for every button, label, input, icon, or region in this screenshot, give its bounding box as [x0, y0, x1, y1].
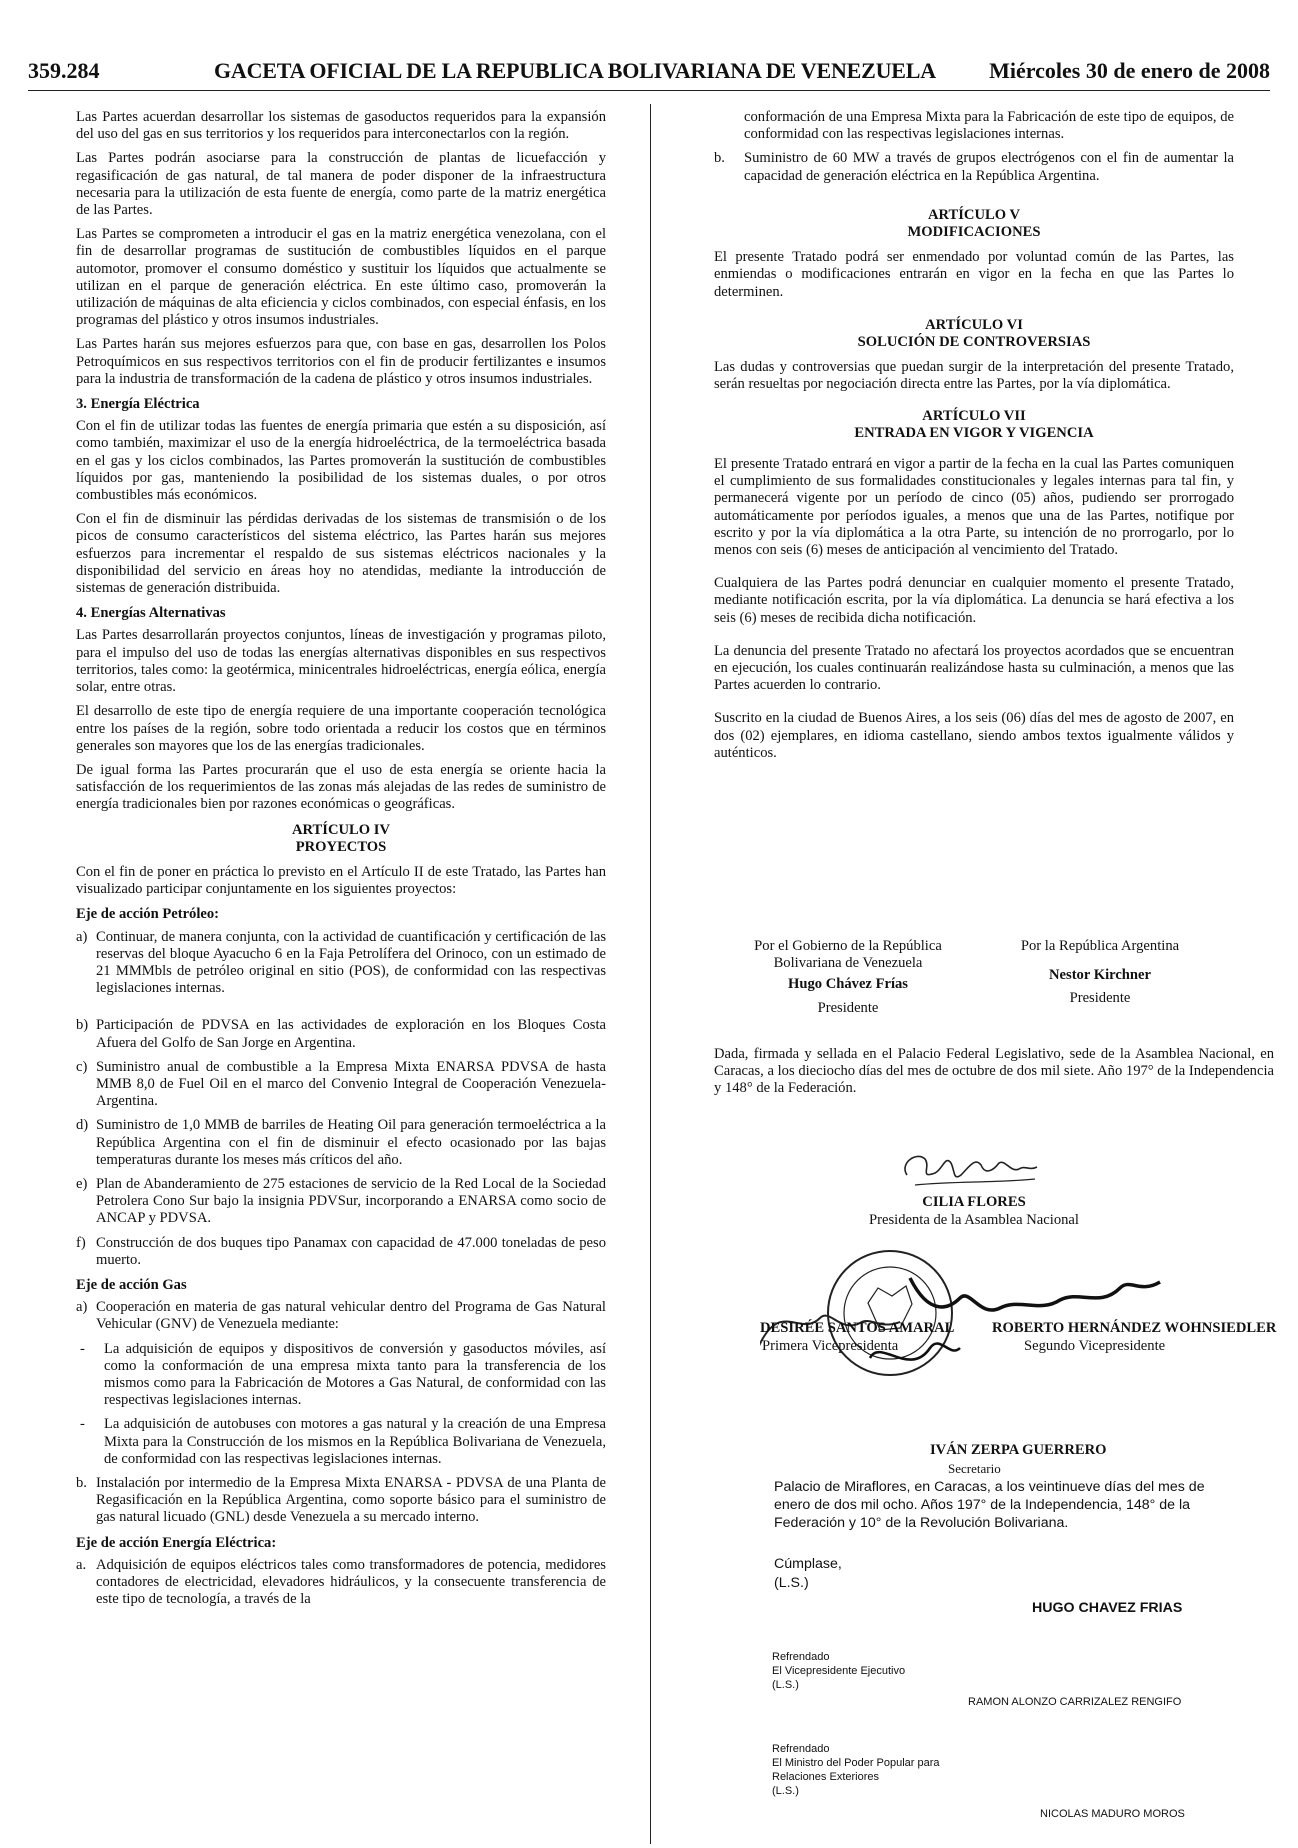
- article-title: ENTRADA EN VIGOR Y VIGENCIA: [854, 424, 1094, 441]
- refrendo-ls: (L.S.): [772, 1785, 799, 1797]
- article-heading: [714, 408, 1234, 442]
- refrendo-office: Relaciones Exteriores: [772, 1771, 879, 1783]
- list-item: [76, 929, 606, 998]
- section-heading: 4. Energías Alternativas: [76, 605, 226, 622]
- refrendo-foreign: [772, 1742, 940, 1798]
- paragraph: Suscrito en la ciudad de Buenos Aires, a los seis (06) días del mes de agosto de 2007, en dos (02) ejemplares, en idioma castellano, siendo ambos textos igualmente válidos y auténticos.: [714, 710, 1234, 761]
- article-number: ARTÍCULO V: [927, 206, 1021, 223]
- signatory-argentina: [1000, 938, 1200, 1008]
- column-divider: [650, 104, 651, 1844]
- list-text: Continuar, de manera conjunta, con la actividad de cuantificación y certificación de las reservas del bloque Ayacucho 6 en la Faja Petrolífera del Orinoco, con un estimado de 21 MMMbls de petróleo original en sitio (POS), de conformidad con las respectivas legislaciones internas.: [96, 928, 606, 997]
- axis-heading: Eje de acción Petróleo:: [76, 906, 220, 923]
- paragraph: conformación de una Empresa Mixta para la Fabricación de este tipo de equipos, de conformidad con las respectivas legislaciones internas.: [744, 109, 1234, 143]
- axis-heading: Eje de acción Gas: [76, 1276, 187, 1293]
- list-text: Plan de Abanderamiento de 275 estaciones de servicio de la Red Local de la Sociedad Petrolera Cono Sur bajo la insignia PDVSur, incorporando a ENARSA como socio de ANCAP y PDVSA.: [96, 1175, 606, 1227]
- signatory-role: Presidente: [1069, 990, 1131, 1007]
- left-column: [76, 109, 606, 1615]
- article-heading: [76, 822, 606, 856]
- signatory-venezuela: [740, 938, 956, 1017]
- paragraph: El presente Tratado podrá ser enmendado por voluntad común de las Partes, las enmiendas o modificaciones entrarán en vigor en la fecha en que las Partes lo determinen.: [714, 249, 1234, 300]
- list-marker: -: [80, 1416, 85, 1433]
- cilia-name: CILIA FLORES: [922, 1194, 1026, 1210]
- right-column: [714, 109, 1234, 769]
- list-text: La adquisición de equipos y dispositivos de conversión y gasoductos móviles, así como la conformación de una empresa mixta tanto para la transferencia de los mismos como para la Fabricación de Motores a Gas Natural, de conformidad con las respectivas legislaciones internas.: [104, 1340, 606, 1409]
- list-item: [76, 1235, 606, 1269]
- article-number: ARTÍCULO VII: [922, 407, 1026, 424]
- list-item: [76, 1299, 606, 1333]
- list-marker: c): [76, 1058, 88, 1075]
- refrendo-office: El Vicepresidente Ejecutivo: [772, 1665, 906, 1677]
- list-text: Participación de PDVSA en las actividades de exploración en los Bloques Costa Afuera del Golfo de San Jorge en Argentina.: [96, 1017, 606, 1051]
- article-number: ARTÍCULO IV: [291, 821, 390, 838]
- section-heading: 3. Energía Eléctrica: [76, 396, 200, 413]
- list-marker: b): [76, 1017, 89, 1034]
- article-title: MODIFICACIONES: [907, 224, 1041, 241]
- signatory-name: Hugo Chávez Frías: [788, 976, 908, 993]
- article-heading: [714, 317, 1234, 351]
- seal-ls: (L.S.): [774, 1575, 809, 1591]
- palacio-paragraph: Palacio de Miraflores, en Caracas, a los veintinueve días del mes de enero de dos mil ocho. Años 197° de la Independencia, 148° de la Federación y 10° de la Revolución Bolivariana.: [774, 1479, 1205, 1531]
- roberto-name: ROBERTO HERNÁNDEZ WOHNSIEDLER: [992, 1320, 1277, 1336]
- paragraph: El presente Tratado entrará en vigor a partir de la fecha en la cual las Partes comuniquen el cumplimiento de sus formalidades constitucionales y legales internas para tal fin, y permanecerá vigente por un período de cinco (05) años, pudiendo ser prorrogado automáticamente por períodos iguales, a menos que una de las Partes, notifique por escrito y por la vía diplomática a la otra Parte, su intención de no prorrogarlo, por lo menos con seis (6) meses de anticipación al vencimiento del Tratado.: [714, 456, 1234, 559]
- signatory-role: Presidente: [817, 999, 879, 1016]
- signatory-line: Bolivariana de Venezuela: [773, 955, 923, 972]
- cumplase: Cúmplase,: [774, 1556, 842, 1572]
- list-item: [76, 1059, 606, 1111]
- refrendo-office: El Ministro del Poder Popular para: [772, 1757, 940, 1769]
- paragraph: La denuncia del presente Tratado no afectará los proyectos acordados que se encuentran en ejecución, los cuales continuarán realizándose hasta su culminación, a menos que las Partes acuerden lo contrario.: [714, 642, 1234, 694]
- dada-paragraph: Dada, firmada y sellada en el Palacio Federal Legislativo, sede de la Asamblea Nacional, en Caracas, a los dieciocho días del mes de octubre de dos mil siete. Año 197° de la Independencia y 148° de la Federación.: [714, 1046, 1274, 1097]
- article-heading: [714, 207, 1234, 241]
- paragraph: Con el fin de poner en práctica lo previsto en el Artículo II de este Tratado, las Partes han visualizado participar conjuntamente en los siguientes proyectos:: [76, 863, 606, 898]
- list-item: [76, 1117, 606, 1169]
- signatory-line: Por el Gobierno de la República: [754, 938, 942, 954]
- paragraph: Las dudas y controversias que puedan surgir de la interpretación del presente Tratado, serán resueltas por negociación directa entre las Partes, por la vía diplomática.: [714, 359, 1234, 393]
- article-number: ARTÍCULO VI: [925, 316, 1023, 333]
- sub-item: [76, 1416, 606, 1468]
- cilia-flores-signature: [895, 1145, 1045, 1195]
- article-title: SOLUCIÓN DE CONTROVERSIAS: [857, 334, 1091, 351]
- signatory-name: Nestor Kirchner: [1049, 967, 1151, 984]
- desiree-name: DESIRÉE SANTOS AMARAL: [760, 1320, 955, 1336]
- page-number: 359.284: [28, 58, 100, 83]
- refrendo-vice: [772, 1650, 905, 1692]
- roberto-role: Segundo Vicepresidente: [1024, 1338, 1166, 1354]
- foreign-minister-name: NICOLAS MADURO MOROS: [1040, 1808, 1185, 1820]
- list-text: Suministro de 60 MW a través de grupos electrógenos con el fin de aumentar la capacidad de generación eléctrica en la República Argentina.: [744, 150, 1234, 184]
- axis-heading: Eje de acción Energía Eléctrica:: [76, 1534, 277, 1551]
- paragraph: Las Partes harán sus mejores esfuerzos para que, con base en gas, desarrollen los Polos Petroquímicos en sus respectivos territorios con el fin de producir fertilizantes e insumos para la industria de transformación de la cadena de plástico y otros insumos industriales.: [76, 336, 606, 387]
- list-item: [76, 1017, 606, 1051]
- paragraph: Las Partes se comprometen a introducir el gas en la matriz energética venezolana, con el fin de desarrollar programas de sustitución de combustibles líquidos en el parque automotor, promover el consumo doméstico y sustituir los líquidos que actualmente se utilizan en el parque de generación eléctrica. En este último caso, promoverán la utilización de máquinas de alta eficiencia y ciclos combinados, con especial énfasis, en los programas del plástico y otros insumos industriales.: [76, 226, 606, 329]
- sub-item: [76, 1341, 606, 1410]
- list-marker: a): [76, 1299, 88, 1316]
- list-marker: a): [76, 928, 88, 945]
- issue-date: Miércoles 30 de enero de 2008: [989, 58, 1270, 83]
- list-text: Suministro anual de combustible a la Empresa Mixta ENARSA PDVSA de hasta MMB 8,0 de Fuel Oil en el marco del Convenio Integral de Cooperación Venezuela-Argentina.: [96, 1058, 606, 1110]
- list-text: Construcción de dos buques tipo Panamax con capacidad de 47.000 toneladas de peso muerto.: [96, 1234, 606, 1268]
- paragraph: De igual forma las Partes procurarán que el uso de esta energía se oriente hacia la satisfacción de los requerimientos de las zonas más alejadas de las redes de suministro de energía tradicionales bien por razones económicas o geográficas.: [76, 761, 606, 813]
- paragraph: Con el fin de utilizar todas las fuentes de energía primaria que estén a su disposición, así como también, maximizar el uso de la energía hidroeléctrica, de la termoeléctrica basada en el gas y los ciclos combinados, las Partes promoverán la sustitución de combustibles líquidos por gas, manteniendo la posibilidad de los sistemas duales, o por otros combustibles más económicos.: [76, 418, 606, 504]
- president-name: HUGO CHAVEZ FRIAS: [1032, 1600, 1183, 1616]
- list-item: [76, 1176, 606, 1228]
- list-item: [76, 1557, 606, 1609]
- refrendo-ls: (L.S.): [772, 1679, 799, 1691]
- paragraph: Las Partes acuerdan desarrollar los sistemas de gasoductos requeridos para la expansión del uso del gas en sus territorios y los requeridos para interconectarlos con la región.: [76, 109, 606, 143]
- signatory-line: Por la República Argentina: [1020, 938, 1180, 954]
- article-title: PROYECTOS: [295, 838, 387, 855]
- paragraph: El desarrollo de este tipo de energía requiere de una importante cooperación tecnológica entre los países de la región, sobre todo orientada a reducir los costos que en términos generales son mayores que los de las energías tradicionales.: [76, 703, 606, 754]
- vice-name: RAMON ALONZO CARRIZALEZ RENGIFO: [968, 1696, 1182, 1708]
- paragraph: Cualquiera de las Partes podrá denunciar en cualquier momento el presente Tratado, mediante notificación escrita, por la vía diplomática. La denuncia se hará efectiva a los seis (6) meses de recibida dicha notificación.: [714, 575, 1234, 626]
- list-marker: -: [80, 1340, 85, 1357]
- refrendo-label: Refrendado: [772, 1743, 830, 1755]
- gazette-title: GACETA OFICIAL DE LA REPUBLICA BOLIVARIANA DE VENEZUELA: [214, 58, 936, 83]
- list-marker: e): [76, 1175, 88, 1192]
- cilia-role: Presidenta de la Asamblea Nacional: [869, 1212, 1079, 1228]
- list-text: Adquisición de equipos eléctricos tales como transformadores de potencia, medidores contadores de electricidad, elevadores hidráulicos, y la consecuente transferencia de este tipo de tecnología, a través de la: [96, 1556, 606, 1608]
- refrendo-label: Refrendado: [772, 1651, 830, 1663]
- list-text: La adquisición de autobuses con motores a gas natural y la creación de una Empresa Mixta para la Construcción de los mismos en la República Bolivariana de Venezuela, de conformidad con las respectivas legislaciones internas.: [104, 1416, 606, 1467]
- page-header: [28, 58, 1270, 88]
- list-text: Cooperación en materia de gas natural vehicular dentro del Programa de Gas Natural Vehicular (GNV) de Venezuela mediante:: [96, 1299, 606, 1333]
- list-marker: b.: [714, 150, 725, 167]
- list-marker: d): [76, 1117, 89, 1134]
- paragraph: Las Partes desarrollarán proyectos conjuntos, líneas de investigación y programas piloto, para el impulso del uso de todas las energías alternativas disponibles en sus respectivos territorios, tales como: la geotérmica, minicentrales hidroeléctricas, energía eólica, energía solar, entre otras.: [76, 627, 606, 696]
- list-text: Suministro de 1,0 MMB de barriles de Heating Oil para generación termoeléctrica a la República Argentina con el fin de disminuir el efecto ocasionado por las bajas temperaturas durante los meses más críticos del año.: [96, 1117, 606, 1168]
- official-seal-and-signatures: [760, 1238, 1200, 1378]
- header-rule: [28, 90, 1270, 91]
- list-item: [714, 150, 1234, 184]
- list-marker: f): [76, 1234, 86, 1251]
- ivan-role: Secretario: [948, 1461, 1001, 1476]
- paragraph: Las Partes podrán asociarse para la construcción de plantas de licuefacción y regasificación de gas natural, de tal manera de poder disponer de la infraestructura necesaria para la utilización de esta fuente de energía, como parte de la matriz energética de las Partes.: [76, 150, 606, 219]
- desiree-role: Primera Vicepresidenta: [762, 1338, 899, 1354]
- paragraph: Con el fin de disminuir las pérdidas derivadas de los sistemas de transmisión o de los picos de consumo característicos del sistema eléctrico, las Partes harán sus mejores esfuerzos para incrementar el respaldo de sus sistemas eléctricos nacionales y la disponibilidad del servicio en áreas hoy no atendidas, mediante la introducción de sistemas de generación distribuida.: [76, 511, 606, 597]
- list-item: [76, 1475, 606, 1527]
- list-marker: b.: [76, 1475, 87, 1492]
- list-marker: a.: [76, 1556, 87, 1573]
- ivan-name: IVÁN ZERPA GUERRERO: [930, 1442, 1107, 1458]
- list-text: Instalación por intermedio de la Empresa Mixta ENARSA - PDVSA de una Planta de Regasificación en la República Argentina, como soporte básico para el suministro de gas natural licuado (GNL) desde Venezuela a su mercado interno.: [96, 1475, 606, 1526]
